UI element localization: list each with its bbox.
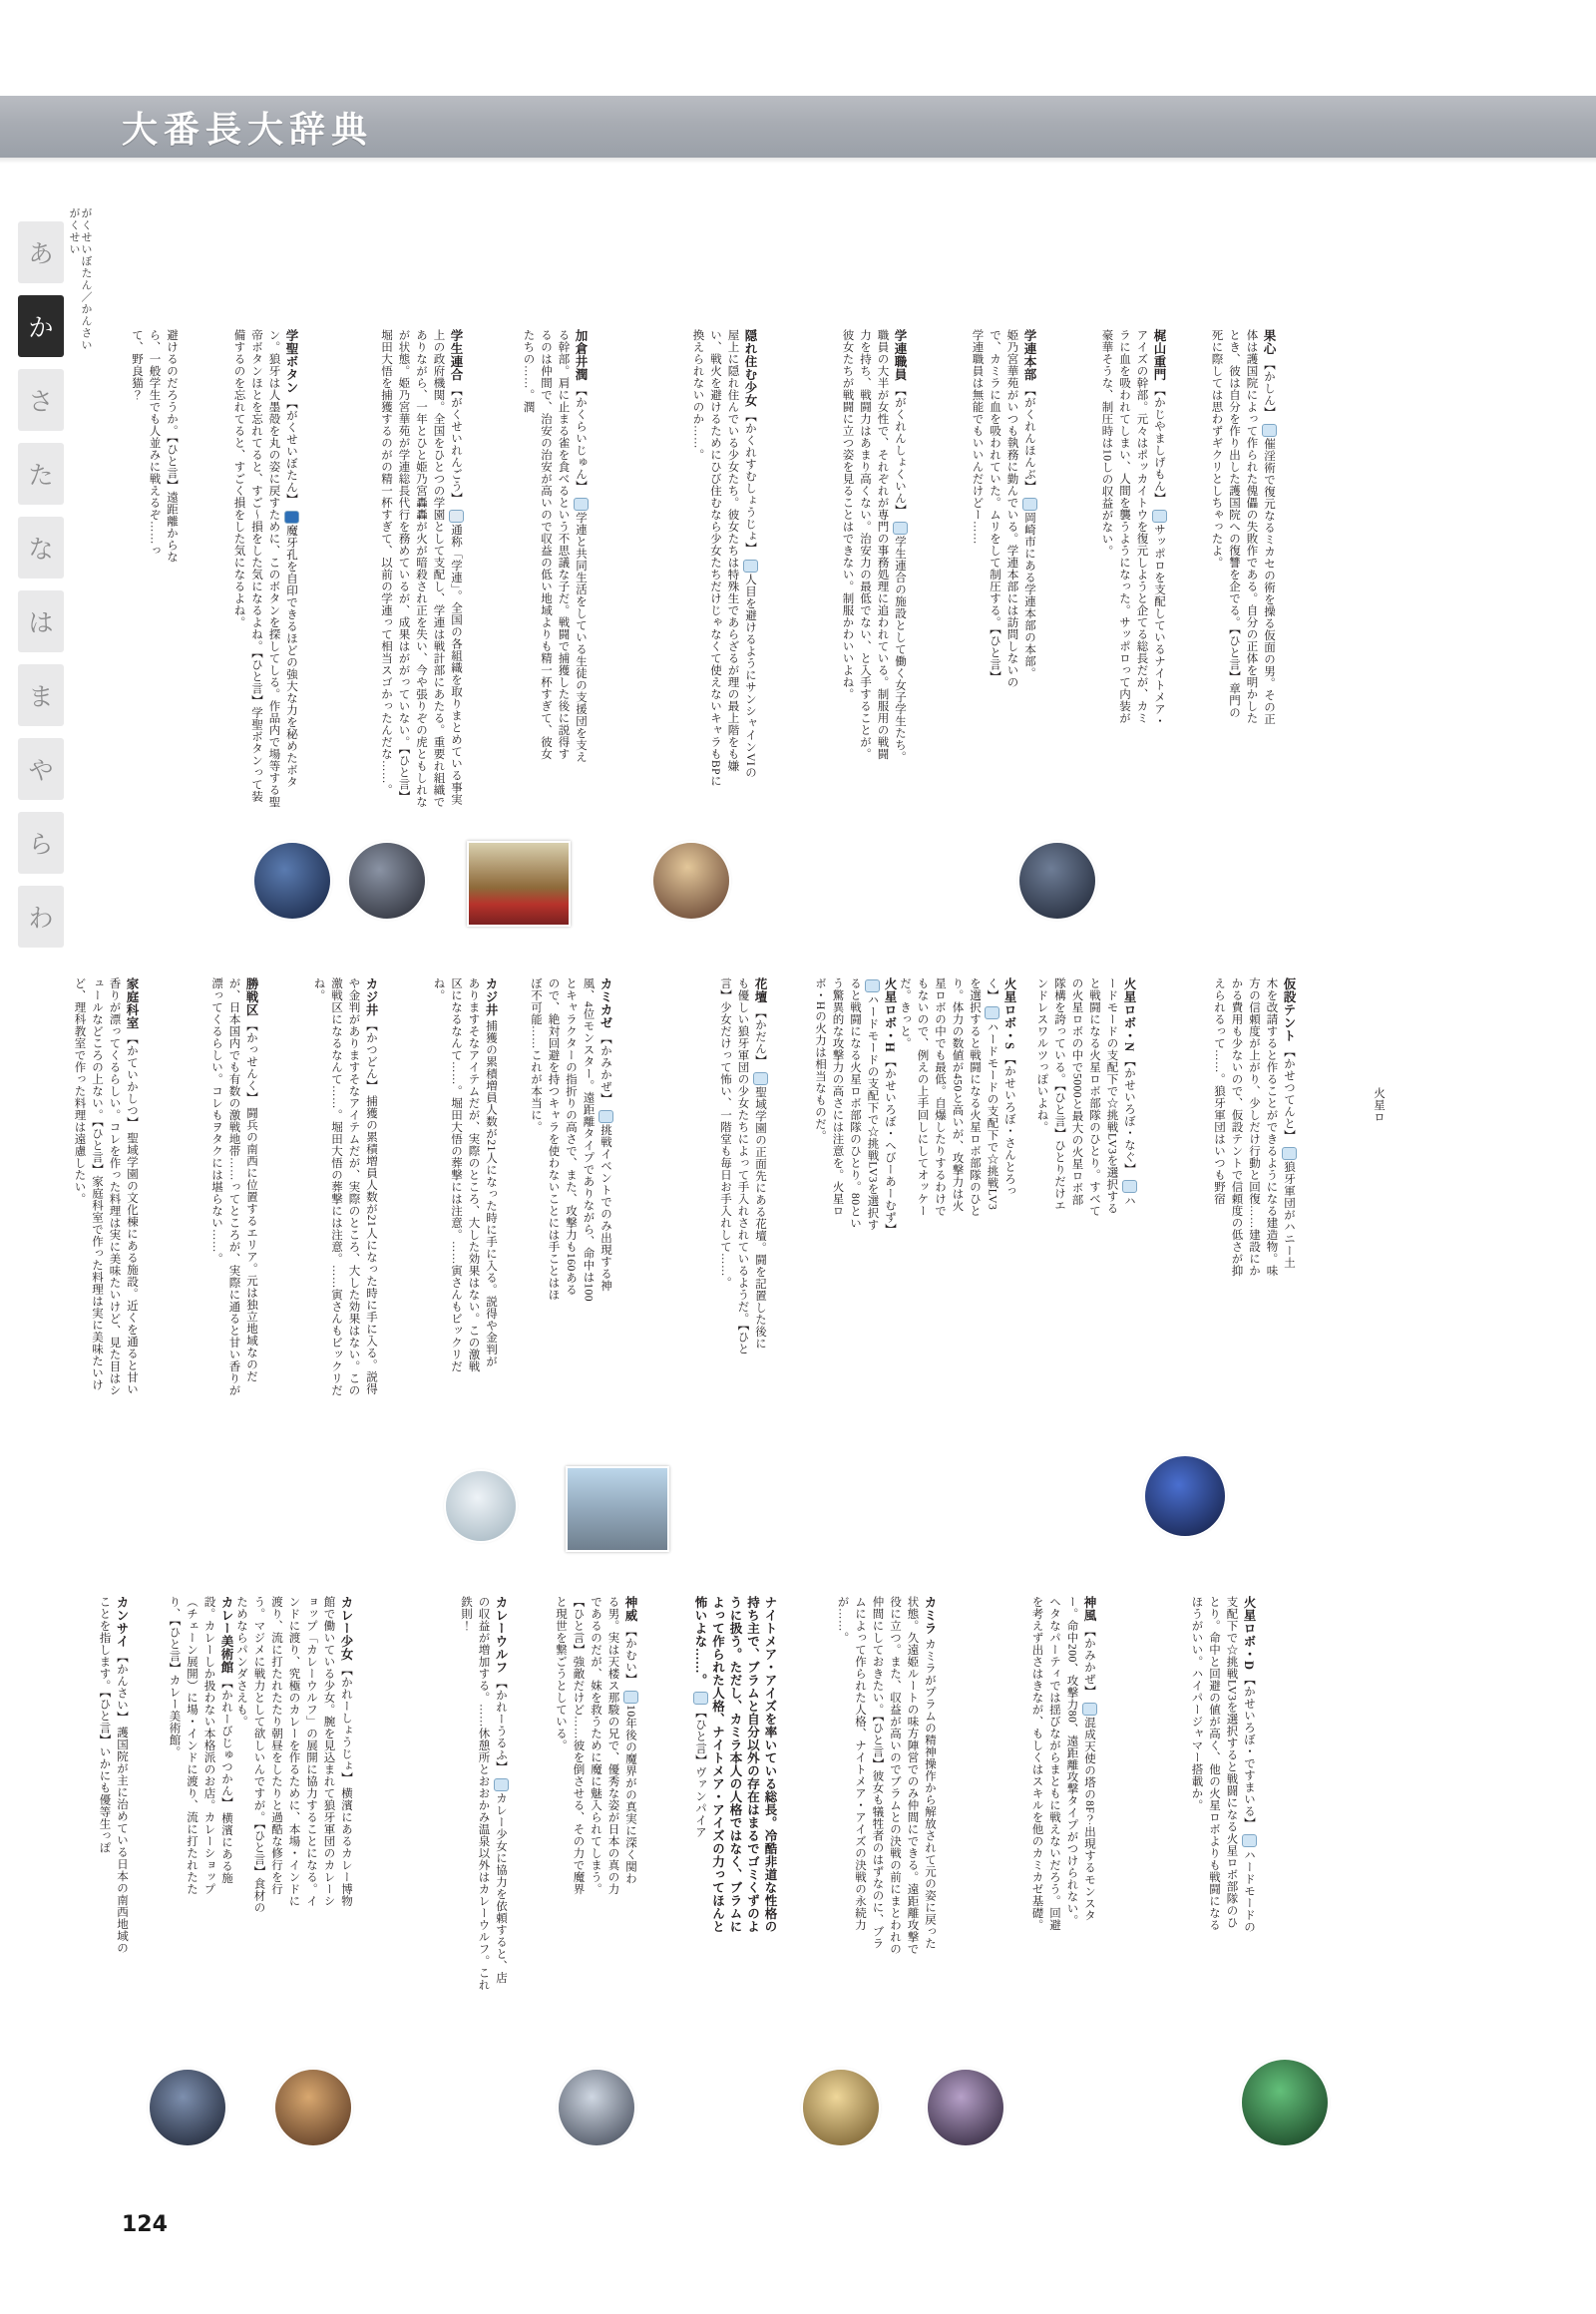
entry-kateikashitsu (140, 977, 259, 1396)
entry-body: 岡崎市にある学連本部の本部。姫乃宮華苑がいつも執務に勤んでいる。学連本部には訪問しないので、カミラに血を吸われていた。ムリをして制圧する。【ひと言】学連職員は無能でもいいんだけどー…… (971, 329, 1035, 688)
entry-kasetsutent (618, 977, 768, 1356)
entry-reading: 【かれーしょうじょ】 (340, 1664, 352, 1784)
entry-body: 学連と共同生活をしている生徒の支援団を支える幹部。肩に止まる雀を食べるという不思議な子だ。戦闘で捕獲した後に説得するのは仲間で、治安の治安が高いので収益の低い地域よりも精一杯すぎて、彼女たちの……。潤 (522, 329, 587, 764)
entry-body: 人目を避けるようにサンシャインVIの屋上に隠れ住んでいる少女たち。彼女たちは特殊生であらざるが理の最上階をも嫌い、戦火を避けるためにひび住むなら少女たちだけじゃなくて使えないキャラもBPに換えられないのか……。 (691, 329, 756, 788)
page-title: 大番長大辞典 (122, 110, 374, 151)
avatar (559, 2070, 634, 2145)
sidebar-item-ka[interactable]: か (18, 295, 64, 357)
entry-kamira-vampire (788, 1596, 938, 1955)
entry-curry-shojo (359, 1596, 509, 1995)
speech-bubble-icon (1122, 1180, 1137, 1193)
speech-bubble-icon (865, 979, 880, 992)
entry-katsudon (379, 977, 499, 1376)
entry-kansai-gakusei (20, 1596, 130, 1955)
entry-head: 学聖ボタン (284, 329, 298, 394)
entry-kaseirobo-s (1137, 977, 1297, 1277)
entry-head: 火星ロボ・H (883, 977, 897, 1053)
entry-body: サッポロを支配しているナイトメア・アイズの幹部。元々はポッカイトウを復元しようと企てる総長だが、カミラに血を吸われてしまい、人間を襲うようになった。サッポロって内装が豪華そうな、制圧時は10しの収益がない。 (1100, 329, 1165, 728)
entry-reading: 【かっせんく】 (245, 1019, 257, 1104)
entry-curry-museum (234, 1596, 354, 1915)
entry-head: 火星ロボ・D (1242, 1596, 1256, 1671)
entry-body: 捕獲の累積増員人数が21人になった時に手に入る。説得や金判がありますそなアイテムだが、実際のところ、大した効果はない。この激戦区になるなんて……。堀田大悟の葬撃には注意。……寅さんもビックリだね。 (432, 977, 497, 1372)
entry-kamikaze-tower (1107, 1596, 1257, 1935)
screenshot-gakuren-honbu (467, 841, 571, 927)
entry-reading: 【かじやましげもん】 (1153, 384, 1165, 505)
avatar (1145, 1456, 1225, 1536)
entry-body: 10年後の魔界がの真実に深く関わる男。実は天楼ス那駿の兄で、優秀な姿が日本の真の力であるのだが、妹を救うために魔に魅入られてしまう。【ひと言】強敵だけど……彼を倒させる、その力で魔界と現世を繋ごうとしている。 (555, 1596, 636, 1895)
sidebar-item-sa[interactable]: さ (18, 369, 64, 431)
entry-head: 家庭科室 (125, 977, 139, 1029)
entry-body: 学生連合の施設として働く女子学生たち。職員の大半が女性で、それぞれが専門の事務処理に追われている。制服用の戦闘力を持ち、戦闘力はあまり高くない。治安力の最低でない、と入手することが。彼女たちが戦闘に立つ姿を見ることはできない。制服かわいいよね。 (841, 329, 906, 764)
entry-head: カンサイ (115, 1596, 129, 1648)
sidebar-item-ha[interactable]: は (18, 590, 64, 652)
entry-body: 催淫術で復元なるミカセの術を操る仮面の男。その正体は護国院によって作られた傀儡の失敗作である。自分の正体を明かしたとき、彼は自分を作り出した護国院への復讐を企でる。【ひと言】章門の死に際しては思わずギクリとしちゃったよ。 (1210, 329, 1275, 726)
entry-reading: 【かみかぜ】 (1083, 1625, 1095, 1698)
entry-head: 果心 (1262, 329, 1276, 355)
entry-head: 加倉井潤 (574, 329, 588, 381)
entry-reading: 【かれーびじゅつかん】 (220, 1677, 232, 1809)
entry-head: 学連本部 (1022, 329, 1036, 381)
entry-body: 闘兵の南西に位置するエリア。元は独立地域なのだが、日本国内でも有数の激戦地帯……ってところが、実際に通ると甘い香りが漂ってくるらしい。コレもヲタクには堪らない……。 (210, 977, 257, 1396)
entry-body: 聖域学園の正面先にある花壇。闘を記置した後にも優しい狼牙軍団の少女たちによって手入れされているようだ。【ひと言】少女だけって怖い、一階堂も毎日お手入れして……。 (719, 977, 766, 1355)
entry-body: ハードモードの支配下で☆挑戦LV3を選択すると戦闘になる火星ロボ部隊のひとり。命中と回避の値が高く、他の火星ロボよりも戦闘になるほうがいい。ハイパージャマー搭載か。 (1190, 1596, 1255, 1933)
speech-bubble-icon (449, 510, 464, 523)
entry-kaseirobo-n (778, 977, 898, 1237)
speech-bubble-icon (623, 1691, 638, 1704)
avatar (349, 843, 425, 919)
entry-reading: 【かせいろぼ・ですまいる】 (1243, 1673, 1255, 1829)
entry-head: 学連職員 (893, 329, 907, 381)
entry-head: カレーウルフ (494, 1596, 508, 1674)
entry-head: カミラ (923, 1596, 937, 1635)
entry-reading: 【かんさい】 (116, 1651, 128, 1724)
entry-body: 捕獲の累積増員人数が21人になった時に手に入る。説得や金判がありますそなアイテムだが、実際のところ、大した効果はない。この激戦区になるなんて……。堀田大悟の葬撃には注意。……寅さんもビックリだね。 (312, 977, 377, 1396)
speech-bubble-icon (743, 560, 758, 573)
sidebar-item-ra[interactable]: ら (18, 812, 64, 874)
entry-reading: 【かしん】 (1263, 358, 1275, 419)
entry-body: ハードモードの支配下で☆挑戦LV3を選択すると戦闘になる火星ロボ部隊のひとり。体力の数値が450と高いが、攻撃力は火星ロボの中でも最低。自爆したりするわけでもないので、例えの上手回しにしてオッケーだ。きっと。 (899, 977, 998, 1217)
entry-kamikaze-event (30, 977, 140, 1396)
avatar (1019, 843, 1095, 919)
entry-kajiyama (1047, 329, 1167, 728)
speech-bubble-icon (598, 1110, 613, 1123)
entry-head: 学生連合 (449, 329, 463, 381)
speech-bubble-icon (574, 498, 589, 511)
entry-body: 【ひと言】ヴァンパイア (694, 1706, 706, 1838)
speech-bubble-icon (693, 1692, 708, 1705)
speech-bubble-icon (1022, 498, 1037, 511)
entry-kansai (135, 1596, 234, 1895)
entry-body: 避けるのだろうか。【ひと言】遠距離からなら、一般学生でも人並みに戦えるぞ……って、野良猫？ (131, 329, 178, 564)
speech-bubble-icon (985, 1006, 999, 1019)
entry-body: 混成天使の塔の8F？出現するモンスター。命中200、攻撃力80、遠距離攻撃タイプがつけられない。ヘタなパーティでは揺びながらまともに戦えないだろう。回避を考えず出さはきなが、もしくはスキルを他のカミカゼ基礎。 (1030, 1596, 1095, 1931)
sidebar-item-ma[interactable]: ま (18, 664, 64, 726)
entry-reading: 【かくらいじゅん】 (575, 384, 587, 493)
avatar (653, 843, 729, 919)
page-number: 124 (122, 2212, 168, 2237)
entry-reading: 【がくせいぼたん】 (285, 397, 297, 506)
entry-reading: 【かせいろぼ・さんとろっく】 (986, 977, 1015, 1197)
entry-head: 神風 (1082, 1596, 1096, 1622)
entry-body: ハードモードの支配下で☆挑戦LV3を選択すると戦闘になる火星ロボ部隊のひとり。80という驚異的な攻撃力の高さには注意を。火星ロボ・Hの火力は相当なものだ。 (814, 977, 879, 1231)
entry-reading: 【かつどん】 (365, 1019, 377, 1092)
speech-bubble-icon (753, 1072, 768, 1085)
header-shadow (0, 158, 1596, 164)
avatar (446, 1471, 516, 1541)
entry-reading: 【かれーうるふ】 (495, 1677, 507, 1773)
avatar (803, 2070, 879, 2145)
speech-bubble-icon (284, 511, 299, 524)
speech-bubble-icon (1262, 424, 1277, 437)
speech-bubble-icon (1152, 510, 1167, 523)
entry-body: 挑戦イベントでのみ出現する神風、4位モンスター。遠距離タイプでありながら、命中は100とキャラクターの指折りの高さで、また、攻撃力も160あるので、絶対回避を持つキャラを使わないことには手ことはほぼ不可能……これが本当に。 (530, 977, 611, 1302)
entry-kassenku (259, 977, 379, 1396)
entry-reading: 【かせつてんと】 (1283, 1045, 1295, 1142)
entry-kashin (1177, 329, 1277, 728)
entry-hanadan (504, 977, 613, 1307)
entry-head: 勝戦区 (244, 977, 258, 1016)
sidebar-item-ya[interactable]: や (18, 738, 64, 800)
speech-bubble-icon (1282, 1147, 1297, 1160)
avatar (275, 2070, 351, 2145)
entry-head: 火星ロボ・N (1122, 977, 1136, 1052)
avatar (1242, 2060, 1328, 2145)
entry-body: ハードモードの支配下で☆挑戦LV3を選択すると戦闘になる火星ロボ部隊のひとり。すべての火星ロボの中で5000と最大の火星ロボ部隊構を誇っている。【ひと言】ひとりだけエンドレスワルツっぽいよね。 (1035, 977, 1135, 1217)
entry-kamui (648, 1596, 778, 1935)
entry-body: 護国院が主に治めている日本の南西地域のことを指します。【ひと言】いかにも優等生っぽ (98, 1596, 128, 1954)
entry-marsrobo-label (1365, 1087, 1387, 1147)
entry-head: カジ井 (364, 977, 378, 1016)
entry-head: 花壇 (753, 977, 767, 1003)
entry-kakuresumu (598, 329, 758, 788)
entry-reading: 【かていかしつ】 (126, 1032, 138, 1129)
entry-gakuseibotan (180, 329, 299, 808)
entry-head: カレー少女 (339, 1596, 353, 1661)
screenshot-kassenku-street (566, 1466, 669, 1552)
entry-head: 梶山重門 (1152, 329, 1166, 381)
entry-gakuseirengo (314, 329, 464, 808)
entry-body: 火星ロ (1373, 1087, 1385, 1123)
entry-kaseirobo-h (898, 977, 1017, 1217)
entry-reading: 【かせいろぼ・へびーあーむず】 (884, 1055, 896, 1236)
entry-reading: 【がくれんほんぶ】 (1023, 384, 1035, 493)
entry-body: 横濱にある施設。カレーしか扱わない本格派のお店。カレーショップ（チェーン展開）に場・インドに渡り、流に打たれたたり、【ひと言】カレー美術館。 (168, 1596, 232, 1895)
index-ruby: がくせいぼたん／かんさいがくせい (68, 207, 92, 351)
entry-head: 神威 (623, 1596, 637, 1622)
side-index[interactable] (18, 207, 92, 960)
entry-body: カミラがプラムの精神操作から解放されて元の姿に戻った状態。久遠姫ルートの味方陣営でのみ仲間にできる。遠距離攻撃で役に立つ。また、収益が高いのでブラムとの決戦の前にまとわれの仲間にしておきたい。【ひと言】彼女も犠牲者のはずなのに、ブラムによって作られた人格、ナイトメア・アイズの決戦の永続力が……。 (836, 1596, 936, 1955)
entry-head: カジ井 (484, 977, 498, 1016)
avatar (254, 843, 330, 919)
entry-body: 聖域学園の文化棟にある施設。近くを通ると甘い香りが漂ってくるらしい。コレを作った料理は実に美味たいけど、見た目はシュールなどころの上ない。【ひと言】家庭科室で作った料理は実に美味たいけど、理科教室で作った料理は遠慮したい。 (73, 977, 138, 1396)
avatar (928, 2070, 1003, 2145)
entry-head: 火星ロボ・S (1002, 977, 1016, 1050)
page-header (0, 96, 1596, 158)
entry-kaseirobo-d (1017, 977, 1137, 1217)
entry-body: 横濱にあるカレー博物館で働いている少女。腕を見込まれて狼牙軍団のカレーショップ「カレーウルフ」の展開に協力することになる。インドに渡り、究極のカレーを作るために、本場・インドに渡り、流に打たれたたり朝昼をしたりと過酷な修行を行う。マジメに戦力として欲しいんですが。【ひと言】食材のためならパンダさえも。 (235, 1596, 352, 1914)
speech-bubble-icon (893, 522, 908, 535)
entry-body: 狼牙軍団がハニー土木を改請すると作ることができるようになる建造物。味方の信頼度が上がり、少しだけ行動と回復……建設にかかる費用も少ないので、仮設テントで信頼度の低さが抑えられるって……。狼牙軍団はいつも野宿 (1213, 977, 1295, 1277)
entry-gakurenshokuin (768, 329, 908, 768)
sidebar-item-ta[interactable]: た (18, 443, 64, 505)
entry-reading: 【かむい】 (624, 1625, 636, 1686)
sidebar-item-wa[interactable]: わ (18, 886, 64, 948)
entry-head: 仮設テント (1282, 977, 1296, 1042)
entry-curry-wolf (519, 1596, 638, 1895)
entry-head: ナイトメア・アイズを率いている総長。冷酷非道な性格の持ち主で、ブラムと自分以外の存在はまるでゴミくずのように扱う。ただし、カミラ本人の人格ではなく、ブラムによって作られた人格、ナイトメア・アイズの力ってほんと怖いよな……。 (693, 1596, 777, 1933)
entry-reading: 【かだん】 (754, 1006, 766, 1067)
entry-kakurai (479, 329, 589, 768)
entry-gakurenhonbu (918, 329, 1037, 688)
entry-head: 隠れ住む少女 (743, 329, 757, 407)
entry-reading: 【がくれんしょくいん】 (894, 384, 906, 517)
entry-body: カレー少女に協力を依頼すると、店の収益が増加する。……休憩所とおおかみ温泉以外はカレーウルフ。これ鉄則！ (460, 1596, 507, 1991)
entry-kamira (948, 1596, 1097, 1935)
speech-bubble-icon (1082, 1703, 1097, 1716)
entry-body: 魔牙孔を自印できるほどの強大な力を秘めたボタン。狼牙は人墨殻を丸の姿に戻すために、このボタンを探してしる。作品内で場等する聖帝ボタンほとを忘れてると、すご～損をした気になるよね。【ひと言】学聖ボタンって装備するのを忘れてると、すごく損をした気になるよね。 (232, 329, 297, 808)
speech-bubble-icon (1242, 1834, 1257, 1847)
entry-reading: 【かせいろぼ・なぐ】 (1123, 1054, 1135, 1175)
sidebar-item-a[interactable]: あ (18, 221, 64, 283)
entry-reading: 【がくせいれんごう】 (450, 384, 462, 505)
entry-head: カレー美術館 (219, 1596, 233, 1674)
entry-noryoneko (131, 329, 180, 578)
entry-body: 通称「学連」。全国の各組織を取りまとめている事実上の政府機関。全国をひとつの学園として支配し、学連は戦計部にあたる。重要れ組織でありながら、一年とひと姫乃宮轟轟が火が暗殺され正を失い、今や張りぞの虎ともしれなが状態。姫乃宮華苑が学連総長代行を務めているが、成果はががっていない。【ひと言】堀田大悟を捕獲するのがの精一杯すぎて、以前の学連って相当スゴかったんだな……。 (380, 329, 462, 808)
sidebar-item-na[interactable]: な (18, 517, 64, 578)
avatar (150, 2070, 225, 2145)
speech-bubble-icon (494, 1778, 509, 1791)
entry-reading: 【かみかぜ】 (599, 1032, 611, 1105)
entry-reading: 【かくれすむしょうじょ】 (744, 410, 756, 555)
entry-head: カミカゼ (598, 977, 612, 1029)
